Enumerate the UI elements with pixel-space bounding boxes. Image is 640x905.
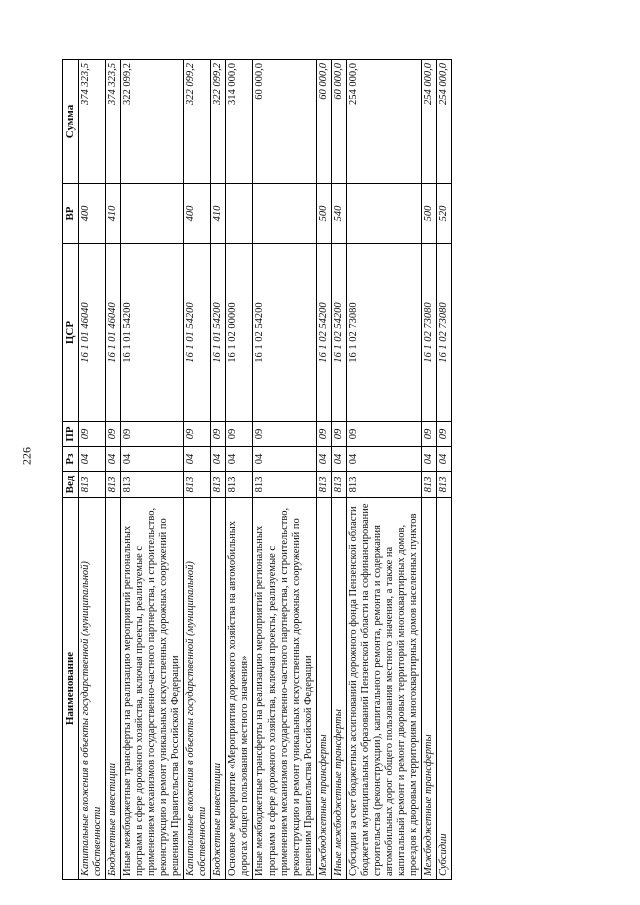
cell-ved: 813	[422, 472, 437, 498]
cell-ved: 813	[211, 472, 226, 498]
cell-sum: 322 099,2	[184, 60, 211, 184]
cell-pr: 09	[422, 422, 437, 447]
cell-ved: 813	[316, 472, 331, 498]
cell-name: Субсидии за счет бюджетных ассигнований дорожного фонда Пензенской области бюджетам муниципальных образований Пензенской области на софинансирование строительства (реконструкции), капитального ремонта, ремонта и содержания автомобильных дорог общего пользования местного значения, а также на капитальный ремонт и ремонт дворовых территорий многоквартирных домов, проездов к дворовым территориям многоквартирных домов населенных пунктов	[346, 498, 421, 880]
cell-name: Иные межбюджетные трансферты на реализацию мероприятий региональных программ в сфере дорожного хозяйства, включая проекты, реализуемые с применением механизмов государственно-частного партнерства, и строительство, реконструкцию и ремонт уникальных искусственных дорожных сооружений по решениям Правительства Российской Федерации	[120, 498, 183, 880]
table-row	[422, 60, 437, 880]
cell-vr	[226, 184, 253, 244]
rotated-table-container	[62, 60, 562, 880]
cell-pr: 09	[78, 422, 105, 447]
table-row	[184, 60, 211, 880]
budget-table	[62, 59, 452, 880]
cell-csr: 16 1 02 73080	[437, 244, 452, 422]
header-ved: Вед	[63, 472, 79, 498]
cell-ved: 813	[253, 472, 316, 498]
cell-csr: 16 1 01 54200	[211, 244, 226, 422]
cell-name: Субсидии	[437, 498, 452, 880]
cell-csr: 16 1 02 73080	[346, 244, 421, 422]
cell-pr: 09	[346, 422, 421, 447]
cell-sum: 322 099,2	[211, 60, 226, 184]
cell-name: Иные межбюджетные трансферты	[331, 498, 346, 880]
cell-name: Бюджетные инвестиции	[105, 498, 120, 880]
table-row	[331, 60, 346, 880]
cell-pr: 09	[253, 422, 316, 447]
header-csr: ЦСР	[63, 244, 79, 422]
cell-pr: 09	[437, 422, 452, 447]
cell-name: Основное мероприятие «Мероприятия дорожного хозяйства на автомобильных дорогах общего пользования местного значения»	[226, 498, 253, 880]
table-row	[346, 60, 421, 880]
cell-ved: 813	[346, 472, 421, 498]
cell-sum: 254 000,0	[422, 60, 437, 184]
cell-csr: 16 1 01 46040	[105, 244, 120, 422]
cell-vr: 400	[78, 184, 105, 244]
cell-pr: 09	[105, 422, 120, 447]
cell-vr: 540	[331, 184, 346, 244]
cell-vr	[120, 184, 183, 244]
cell-name: Бюджетные инвестиции	[211, 498, 226, 880]
cell-vr: 400	[184, 184, 211, 244]
cell-rz: 04	[253, 447, 316, 472]
header-sum: Сумма	[63, 60, 79, 184]
table-header-row	[63, 60, 79, 880]
cell-sum: 314 000,0	[226, 60, 253, 184]
cell-sum: 60 000,0	[253, 60, 316, 184]
cell-vr: 520	[437, 184, 452, 244]
header-rz: Рз	[63, 447, 79, 472]
cell-ved: 813	[120, 472, 183, 498]
cell-rz: 04	[184, 447, 211, 472]
cell-rz: 04	[437, 447, 452, 472]
cell-csr: 16 1 01 54200	[120, 244, 183, 422]
cell-name: Капитальные вложения в объекты государственной (муниципальной) собственности	[184, 498, 211, 880]
cell-csr: 16 1 02 54200	[331, 244, 346, 422]
cell-ved: 813	[437, 472, 452, 498]
cell-vr: 500	[316, 184, 331, 244]
cell-vr: 500	[422, 184, 437, 244]
cell-ved: 813	[78, 472, 105, 498]
cell-vr: 410	[211, 184, 226, 244]
cell-csr: 16 1 01 46040	[78, 244, 105, 422]
table-body	[78, 60, 452, 880]
cell-pr: 09	[120, 422, 183, 447]
table-row	[253, 60, 316, 880]
cell-rz: 04	[78, 447, 105, 472]
cell-vr: 410	[105, 184, 120, 244]
cell-csr: 16 1 01 54200	[184, 244, 211, 422]
cell-ved: 813	[331, 472, 346, 498]
cell-sum: 60 000,0	[316, 60, 331, 184]
cell-vr	[253, 184, 316, 244]
cell-rz: 04	[120, 447, 183, 472]
table-row	[226, 60, 253, 880]
cell-pr: 09	[316, 422, 331, 447]
cell-rz: 04	[105, 447, 120, 472]
cell-sum: 322 099,2	[120, 60, 183, 184]
page-number-text: 226	[19, 447, 34, 465]
cell-ved: 813	[105, 472, 120, 498]
header-pr: ПР	[63, 422, 79, 447]
cell-name: Межбюджетные трансферты	[422, 498, 437, 880]
cell-sum: 374 323,5	[78, 60, 105, 184]
cell-ved: 813	[184, 472, 211, 498]
cell-rz: 04	[226, 447, 253, 472]
cell-name: Иные межбюджетные трансферты на реализацию мероприятий региональных программ в сфере дорожного хозяйства, включая проекты, реализуемые с применением механизмов государственно-частного партнерства, и строительство, реконструкцию и ремонт уникальных искусственных дорожных сооружений по решениям Правительства Российской Федерации	[253, 498, 316, 880]
table-row	[437, 60, 452, 880]
header-name: Наименование	[63, 498, 79, 880]
cell-rz: 04	[316, 447, 331, 472]
header-vr: ВР	[63, 184, 79, 244]
cell-sum: 374 323,5	[105, 60, 120, 184]
table-row	[105, 60, 120, 880]
cell-pr: 09	[211, 422, 226, 447]
cell-csr: 16 1 02 54200	[253, 244, 316, 422]
cell-rz: 04	[331, 447, 346, 472]
cell-csr: 16 1 02 00000	[226, 244, 253, 422]
cell-sum: 254 000,0	[437, 60, 452, 184]
cell-name: Межбюджетные трансферты	[316, 498, 331, 880]
cell-pr: 09	[184, 422, 211, 447]
cell-csr: 16 1 02 73080	[422, 244, 437, 422]
cell-rz: 04	[346, 447, 421, 472]
cell-sum: 60 000,0	[331, 60, 346, 184]
cell-ved: 813	[226, 472, 253, 498]
cell-rz: 04	[211, 447, 226, 472]
table-row	[78, 60, 105, 880]
cell-vr	[346, 184, 421, 244]
cell-pr: 09	[331, 422, 346, 447]
cell-name: Капитальные вложения в объекты государственной (муниципальной) собственности	[78, 498, 105, 880]
table-row	[316, 60, 331, 880]
table-row	[120, 60, 183, 880]
cell-sum: 254 000,0	[346, 60, 421, 184]
table-row	[211, 60, 226, 880]
cell-csr: 16 1 02 54200	[316, 244, 331, 422]
cell-rz: 04	[422, 447, 437, 472]
cell-pr: 09	[226, 422, 253, 447]
